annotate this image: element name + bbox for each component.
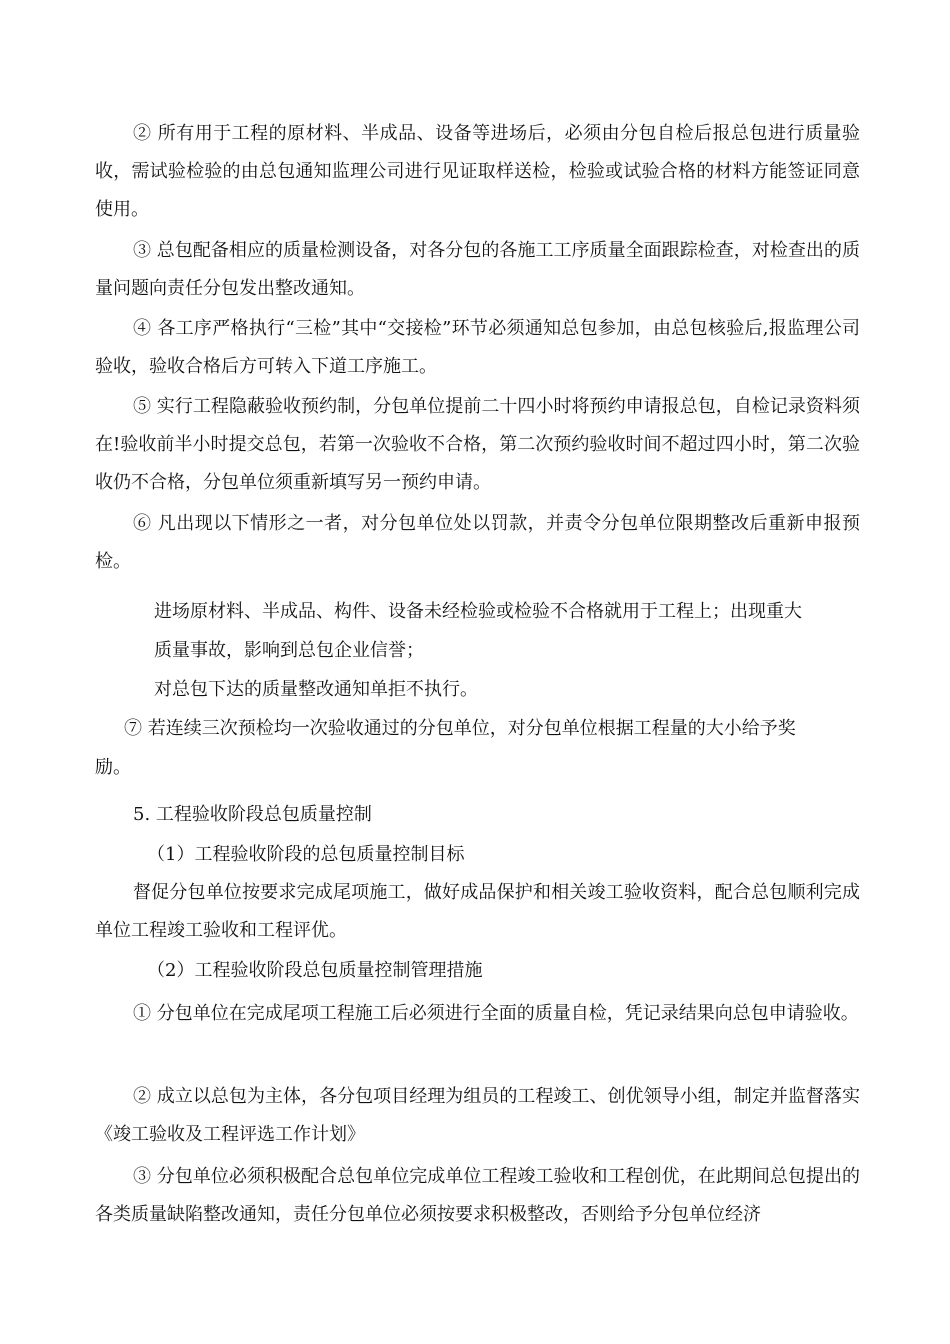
list-item-1-line-1: 进场原材料、半成品、构件、设备未经检验或检验不合格就用于工程上；出现重大 <box>154 601 802 622</box>
list-item-2: 对总包下达的质量整改通知单拒不执行。 <box>154 679 478 700</box>
paragraph-5: ⑤ 实行工程隐蔽验收预约制，分包单位提前二十四小时将预约申请报总包，自检记录资料须在!验收前半小时提交总包，若第一次验收不合格，第二次预约验收时间不超过四小时，第二次验收仍不合格，分包单位须重新填写另一预约申请。 <box>95 396 860 493</box>
measure-1: ① 分包单位在完成尾项工程施工后必须进行全面的质量自检，凭记录结果向总包申请验收。 <box>133 1003 859 1024</box>
section-5-heading: 5. 工程验收阶段总包质量控制 <box>133 804 372 825</box>
paragraph-3: ③ 总包配备相应的质量检测设备，对各分包的各施工工序质量全面跟踪检查，对检查出的质量问题向责任分包发出整改通知。 <box>95 240 860 299</box>
paragraph-6: ⑥ 凡出现以下情形之一者，对分包单位处以罚款，并责令分包单位限期整改后重新申报预检。 <box>95 513 860 572</box>
paragraph-4: ④ 各工序严格执行“三检”其中“交接检”环节必须通知总包参加，由总包核验后,报监理公司验收，验收合格后方可转入下道工序施工。 <box>95 318 860 377</box>
goal-paragraph: 督促分包单位按要求完成尾项施工，做好成品保护和相关竣工验收资料，配合总包顺利完成单位工程竣工验收和工程评优。 <box>95 882 860 941</box>
paragraph-7-line-1: ⑦ 若连续三次预检均一次验收通过的分包单位，对分包单位根据工程量的大小给予奖 <box>124 718 796 739</box>
measure-2: ② 成立以总包为主体，各分包项目经理为组员的工程竣工、创优领导小组，制定并监督落实《竣工验收及工程评选工作计划》 <box>95 1086 860 1145</box>
measure-3: ③ 分包单位必须积极配合总包单位完成单位工程竣工验收和工程创优，在此期间总包提出的各类质量缺陷整改通知，责任分包单位必须按要求积极整改，否则给予分包单位经济 <box>95 1166 860 1225</box>
paragraph-7-line-2: 励。 <box>95 757 131 778</box>
list-item-1-line-2: 质量事故，影响到总包企业信誉； <box>154 640 424 661</box>
subheading-1: （1）工程验收阶段的总包质量控制目标 <box>147 844 465 865</box>
subheading-2: （2）工程验收阶段总包质量控制管理措施 <box>147 960 483 981</box>
paragraph-2: ② 所有用于工程的原材料、半成品、设备等进场后，必须由分包自检后报总包进行质量验收，需试验检验的由总包通知监理公司进行见证取样送检，检验或试验合格的材料方能签证同意使用。 <box>95 123 860 220</box>
